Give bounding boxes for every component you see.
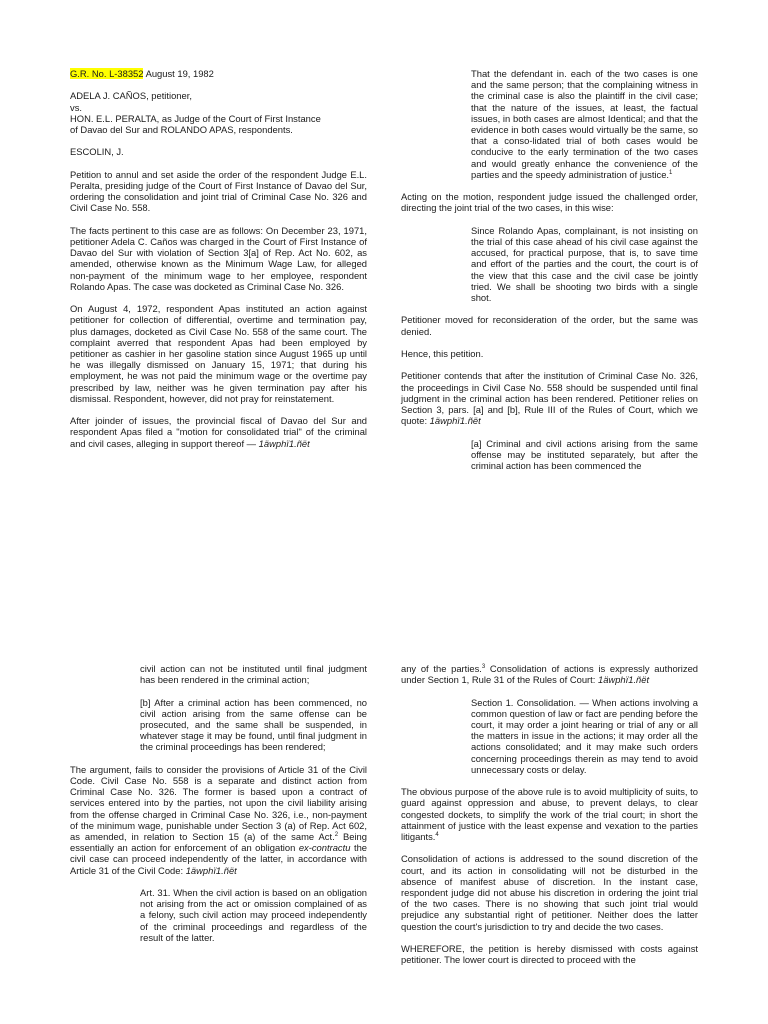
paragraph xyxy=(70,225,367,292)
paragraph xyxy=(401,786,698,842)
paragraph-spacer xyxy=(401,932,698,943)
paragraph xyxy=(70,169,367,214)
paragraph-spacer xyxy=(401,426,698,437)
paragraph xyxy=(401,191,698,213)
paragraph xyxy=(401,663,698,685)
decision-date: August 19, 1982 xyxy=(143,68,214,79)
paragraph-text: WHEREFORE, the petition is hereby dismissed with costs against petitioner. The lower court is directed to proceed with the xyxy=(401,943,698,966)
paragraph-spacer xyxy=(70,214,367,225)
paragraph-text: ESCOLIN, J. xyxy=(70,146,124,158)
paragraph-spacer xyxy=(70,135,367,146)
paragraph-text: Acting on the motion, respondent judge issued the challenged order, directing the joint trial of the two cases, in this wise: xyxy=(401,191,698,214)
block-quote xyxy=(70,663,367,685)
paragraph xyxy=(401,314,698,336)
footnote-ref: 1 xyxy=(669,169,673,176)
paragraph-spacer xyxy=(70,404,367,415)
paragraph-spacer xyxy=(401,180,698,191)
block-quote xyxy=(70,887,367,943)
paragraph xyxy=(401,853,698,931)
paragraph-text: On August 4, 1972, respondent Apas instituted an action against petitioner for collection of differential, overtime and termination pay, plus damages, docketed as Civil Case No. 558 of the same court. The complaint averred that respondent Apas had been employed by petitioner as cashier in her gasoline station since August 1965 up until he was illegally dismissed on January 15, 1971; that during his employment, he was not paid the minimum wage or the overtime pay prescribed by law, neither was he given termination pay after his dismissal. Respondent, however, did not pray for reinstatement. xyxy=(70,303,367,404)
italic-term: ex-contractu xyxy=(298,842,351,854)
paragraph-spacer xyxy=(401,337,698,348)
paragraph-text: Hence, this petition. xyxy=(401,348,484,360)
case-parties: ADELA J. CAÑOS, petitioner, vs. HON. E.L. PERALTA, as Judge of the Court of First Instance of Davao del Sur and ROLANDO APAS, respondents. xyxy=(70,90,321,135)
paragraph-text: Petition to annul and set aside the order of the respondent Judge E.L. Peralta, presiding judge of the Court of First Instance of Davao del Sur, ordering the consolidation and joint trial of Criminal Case No. 326 and Civil Case No. 558. xyxy=(70,168,367,214)
source-watermark-tag: 1äwphï1.ñët xyxy=(429,415,481,427)
source-watermark-tag: 1äwphï1.ñët xyxy=(598,674,650,686)
page-1-left-column xyxy=(70,68,367,449)
paragraph-text: Art. 31. When the civil action is based on an obligation not arising from the act or omission complained of as a felony, such civil action may proceed independently of the criminal proceedings and regardless of the result of the latter. xyxy=(140,887,367,943)
footnote-ref: 3 xyxy=(481,663,486,670)
paragraph-spacer xyxy=(70,158,367,169)
footnote-ref: 2 xyxy=(334,831,339,838)
paragraph xyxy=(70,764,367,876)
page-1-right-column xyxy=(401,68,698,471)
paragraph-text: Petitioner contends that after the institution of Criminal Case No. 326, the proceedings in Civil Case No. 558 should be suspended until final judgment in the criminal action has been rendered. Petitioner relies on Section 3, pars. [a] and [b], Rule III of the Rules of Court, which we quote: xyxy=(401,370,698,427)
paragraph-spacer xyxy=(70,753,367,764)
paragraph-spacer xyxy=(70,876,367,887)
paragraph-text: After joinder of issues, the provincial fiscal of Davao del Sur and respondent Apas filed a "motion for consolidated trial" of the criminal and civil cases, alleging in support thereof — xyxy=(70,415,367,449)
paragraph-spacer xyxy=(401,359,698,370)
paragraph xyxy=(70,415,367,449)
source-watermark-tag: 1äwphï1.ñët xyxy=(258,437,310,449)
paragraph xyxy=(401,943,698,965)
document-page-2 xyxy=(0,512,768,1024)
paragraph xyxy=(70,146,367,157)
paragraph xyxy=(401,348,698,359)
page-2-left-column xyxy=(70,663,367,943)
paragraph-text: the civil case can proceed independently of the latter, in accordance with Article 31 of the Civil Code: xyxy=(70,842,367,876)
paragraph-text: The argument, fails to consider the provisions of Article 31 of the Civil Code. Civil Case No. 558 is a separate and distinct action from Criminal Case No. 326. The former is based upon a contract of services entered into by the parties, not upon the civil liability arising from the offense charged in Criminal Case No. 326, i.e., non-payment of the minimum wage, punishable under Section 3 (a) of Rep. Act 602, as amended, in relation to Section 15 (a) of the same Act. xyxy=(70,763,367,843)
paragraph-spacer xyxy=(401,303,698,314)
paragraph-spacer xyxy=(70,685,367,696)
paragraph-text: That the defendant in. each of the two cases is one and the same person; that the complaining witness in the criminal case is also the plaintiff in the civil case; that the nature of the issues, at least, the factual issues, in both cases are almost Identical; and that the evidence in both cases would virtually be the same, so that a conso-lidated trial of both cases would be conducive to the early termination of the two cases and would greatly enhance the convenience of the parties and the speedy administration of justice. xyxy=(471,68,698,180)
paragraph-text: any of the parties. xyxy=(401,663,482,674)
source-watermark-tag: 1äwphï1.ñët xyxy=(185,864,237,876)
paragraph-text: Consolidation of actions is expressly authorized under Section 1, Rule 31 of the Rules of Court: xyxy=(401,663,699,686)
paragraph-spacer xyxy=(401,842,698,853)
paragraph-spacer xyxy=(401,685,698,696)
paragraph-text: Petitioner moved for reconsideration of the order, but the same was denied. xyxy=(401,314,698,337)
block-quote xyxy=(401,438,698,472)
paragraph-text: The obvious purpose of the above rule is to avoid multiplicity of suits, to guard against oppression and abuse, to prevent delays, to clear congested dockets, to simplify the work of the trial court; in short the attainment of justice with the least expense and vexation to the parties litigants. xyxy=(401,786,698,843)
paragraph-text: [a] Criminal and civil actions arising from the same offense may be instituted separately, but after the criminal action has been commenced the xyxy=(471,437,698,472)
paragraph-spacer xyxy=(70,79,367,90)
paragraph-spacer xyxy=(70,292,367,303)
case-number: G.R. No. L-38352 xyxy=(70,68,144,79)
block-quote xyxy=(401,225,698,303)
page-2-right-column xyxy=(401,663,698,965)
paragraph-spacer xyxy=(401,214,698,225)
paragraph-text: Since Rolando Apas, complainant, is not insisting on the trial of this case ahead of his civil case against the accused, for practical purpose, that is, to save time and effort of the parties and the court, the court is of the view that this case and the civil case be jointly tried. We shall be shooting two birds with a single shot. xyxy=(471,224,698,304)
paragraph-text: Section 1. Consolidation. — When actions involving a common question of law or fact are pending before the court, it may order a joint hearing or trial of any or all the matters in issue in the actions; it may order all the actions consolidated; and it may make such orders concerning proceedings therein as may tend to avoid unnecessary costs or delay. xyxy=(471,696,698,775)
block-quote xyxy=(401,697,698,775)
paragraph-text: civil action can not be instituted until final judgment has been rendered in the criminal action; xyxy=(140,663,367,686)
paragraph-text: Consolidation of actions is addressed to the sound discretion of the court, and its action in consolidating will not be disturbed in the absence of manifest abuse of discretion. In the instant case, respondent judge did not abuse his discretion in ordering the joint trial of the two cases. There is no showing that such joint trial would prejudice any substantial right of petitioner. Neither does the latter question the court's jurisdiction to try and decide the two cases. xyxy=(401,853,698,932)
block-quote xyxy=(401,68,698,180)
block-quote xyxy=(70,697,367,753)
paragraph-spacer xyxy=(401,775,698,786)
paragraph-text: [b] After a criminal action has been commenced, no civil action arising from the same offense can be prosecuted, and the same shall be suspended, in whatever stage it may be found, until final judgment in the criminal proceedings has been rendered; xyxy=(140,696,367,753)
case-heading xyxy=(70,68,367,79)
paragraph xyxy=(401,370,698,426)
paragraph xyxy=(70,303,367,404)
paragraph-text: Being essentially an action for enforcement of an obligation xyxy=(70,831,367,854)
paragraph-text: The facts pertinent to this case are as follows: On December 23, 1971, petitioner Adela C. Caños was charged in the Court of First Instance of Davao del Sur with violation of Section 3[a] of Rep. Act No. 602, as amended, otherwise known as the Minimum Wage Law, for alleged non-payment of the minimum wage to her employee, respondent Rolando Apas. The case was docketed as Criminal Case No. 326. xyxy=(70,224,367,292)
footnote-ref: 4 xyxy=(435,831,439,838)
